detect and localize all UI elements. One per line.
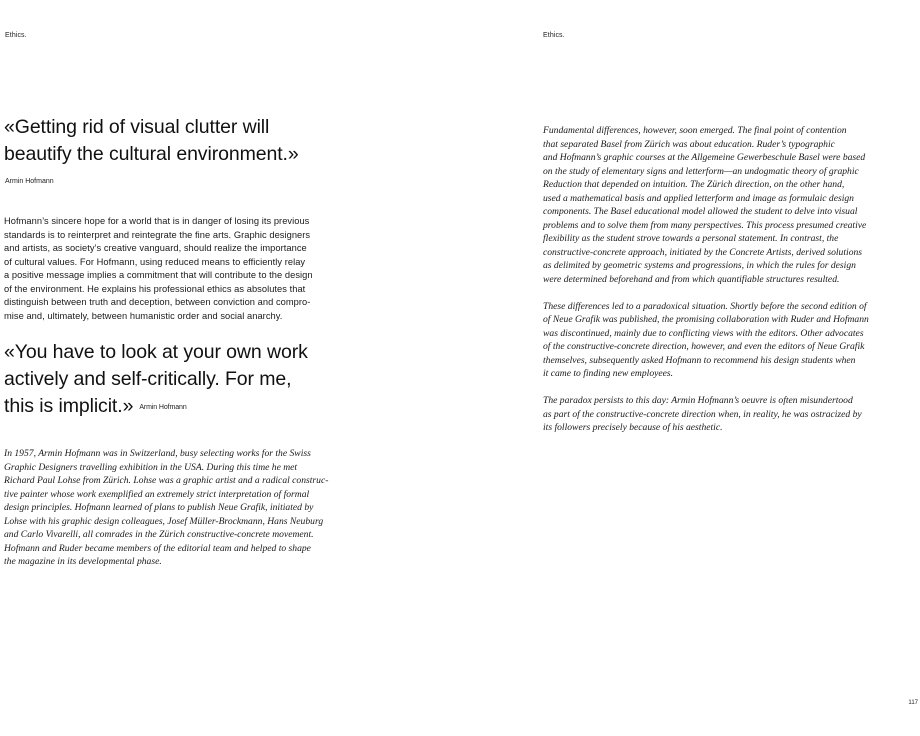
text-line: of cultural values. For Hofmann, using reduced means to efficiently relay — [4, 256, 306, 267]
body-paragraph-4 — [543, 300, 903, 381]
running-head-right: Ethics. — [543, 32, 565, 39]
text-line: the magazine in its developmental phase. — [4, 556, 162, 567]
text-line: constructive-concrete approach, initiated by the Concrete Artists, derived solutions — [543, 246, 863, 258]
text-line: tive painter whose work exemplified an extremely strict interpretation of formal — [4, 488, 310, 500]
pull-quote-1 — [4, 114, 364, 168]
text-line: and artists, as society’s creative vanguard, should realize the importance — [4, 243, 307, 253]
text-line: of Neue Grafik was published, the promising collaboration with Ruder and Hofmann — [543, 314, 869, 325]
text-line: Reduction that depended on intuition. The Zürich direction, on the other hand, — [543, 179, 845, 190]
text-line: as delimited by geometric systems and progressions, in which the rules for design — [543, 260, 856, 271]
running-head-left: Ethics. — [5, 32, 27, 39]
page-number: 117 — [908, 700, 918, 706]
quote-line-last — [4, 393, 364, 421]
text-line: Fundamental differences, however, soon emerged. The final point of contention — [543, 125, 847, 136]
text-line: The paradox persists to this day: Armin Hofmann’s oeuvre is often misundertood — [543, 395, 853, 406]
text-line: In 1957, Armin Hofmann was in Switzerland, busy selecting works for the Swiss — [4, 448, 311, 459]
text-line: distinguish between truth and deception, between conviction and compro- — [4, 297, 311, 307]
text-line: and Hofmann’s graphic courses at the Allgemeine Gewerbeschule Basel were based — [543, 152, 866, 163]
body-paragraph-3 — [543, 124, 903, 286]
text-line: themselves, subsequently asked Hofmann to recommend his design students when — [543, 354, 856, 366]
text-line: and Carlo Vivarelli, all comrades in the Zürich constructive-concrete movement. — [4, 529, 314, 540]
text-line: Lohse with his graphic design colleagues, Josef Müller-Brockmann, Hans Neuburg — [4, 515, 324, 527]
text-line: Richard Paul Lohse from Zürich. Lohse was a graphic artist and a radical construc- — [4, 475, 329, 486]
text-line: on the study of elementary signs and letterform—an undogmatic theory of graphic — [543, 165, 859, 177]
body-paragraph-1 — [4, 215, 364, 323]
text-line: it came to finding new employees. — [543, 368, 674, 379]
right-column — [543, 124, 903, 435]
quote-line-text: this is implicit.» — [4, 395, 134, 417]
pull-quote-2 — [4, 339, 364, 421]
text-line: its followers precisely because of his aesthetic. — [543, 422, 723, 433]
text-line: Graphic Designers travelling exhibition in the USA. During this time he met — [4, 461, 298, 473]
quote-line: beautify the cultural environment.» — [4, 143, 299, 165]
text-line: design principles. Hofmann learned of plans to publish Neue Grafik, initiated by — [4, 502, 314, 513]
quote-line: actively and self-critically. For me, — [4, 368, 292, 390]
quote-line: «Getting rid of visual clutter will — [4, 116, 270, 138]
body-paragraph-2 — [4, 447, 364, 569]
text-line: standards is to reinterpret and reintegrate the fine arts. Graphic designers — [4, 229, 311, 240]
quote-1-attribution: Armin Hofmann — [5, 178, 54, 185]
left-column — [4, 114, 364, 569]
quote-2-attribution: Armin Hofmann — [139, 404, 187, 411]
text-line: components. The Basel educational model allowed the student to delve into visual — [543, 206, 858, 217]
text-line: Hofmann’s sincere hope for a world that is in danger of losing its previous — [4, 216, 310, 226]
text-line: a positive message implies a commitment that will contribute to the design — [4, 270, 313, 280]
text-line: problems and to solve them from many perspectives. This process presumed creative — [543, 219, 867, 231]
text-line: of the constructive-concrete direction, however, and even the editors of Neue Grafik — [543, 341, 865, 352]
body-paragraph-5 — [543, 394, 903, 435]
text-line: of the environment. He explains his professional ethics as absolutes that — [4, 283, 306, 294]
text-line: Hofmann and Ruder became members of the editorial team and helped to shape — [4, 542, 311, 554]
text-line: was discontinued, mainly due to conflicting views with the editors. Other advocates — [543, 327, 864, 339]
text-line: that separated Basel from Zürich was about education. Ruder’s typographic — [543, 138, 835, 150]
text-line: were determined beforehand and from which quantifiable structures resulted. — [543, 273, 840, 285]
text-line: flexibility as the student strove towards a personal statement. In contrast, the — [543, 233, 839, 244]
text-line: as part of the constructive-concrete direction when, in reality, he was ostracized by — [543, 408, 862, 420]
quote-line: «You have to look at your own work — [4, 341, 308, 363]
text-line: used a mathematical basis and applied letterform and image as formulaic design — [543, 192, 854, 204]
text-line: These differences led to a paradoxical situation. Shortly before the second edition of — [543, 300, 867, 312]
text-line: mise and, ultimately, between humanistic order and social anarchy. — [4, 310, 283, 321]
